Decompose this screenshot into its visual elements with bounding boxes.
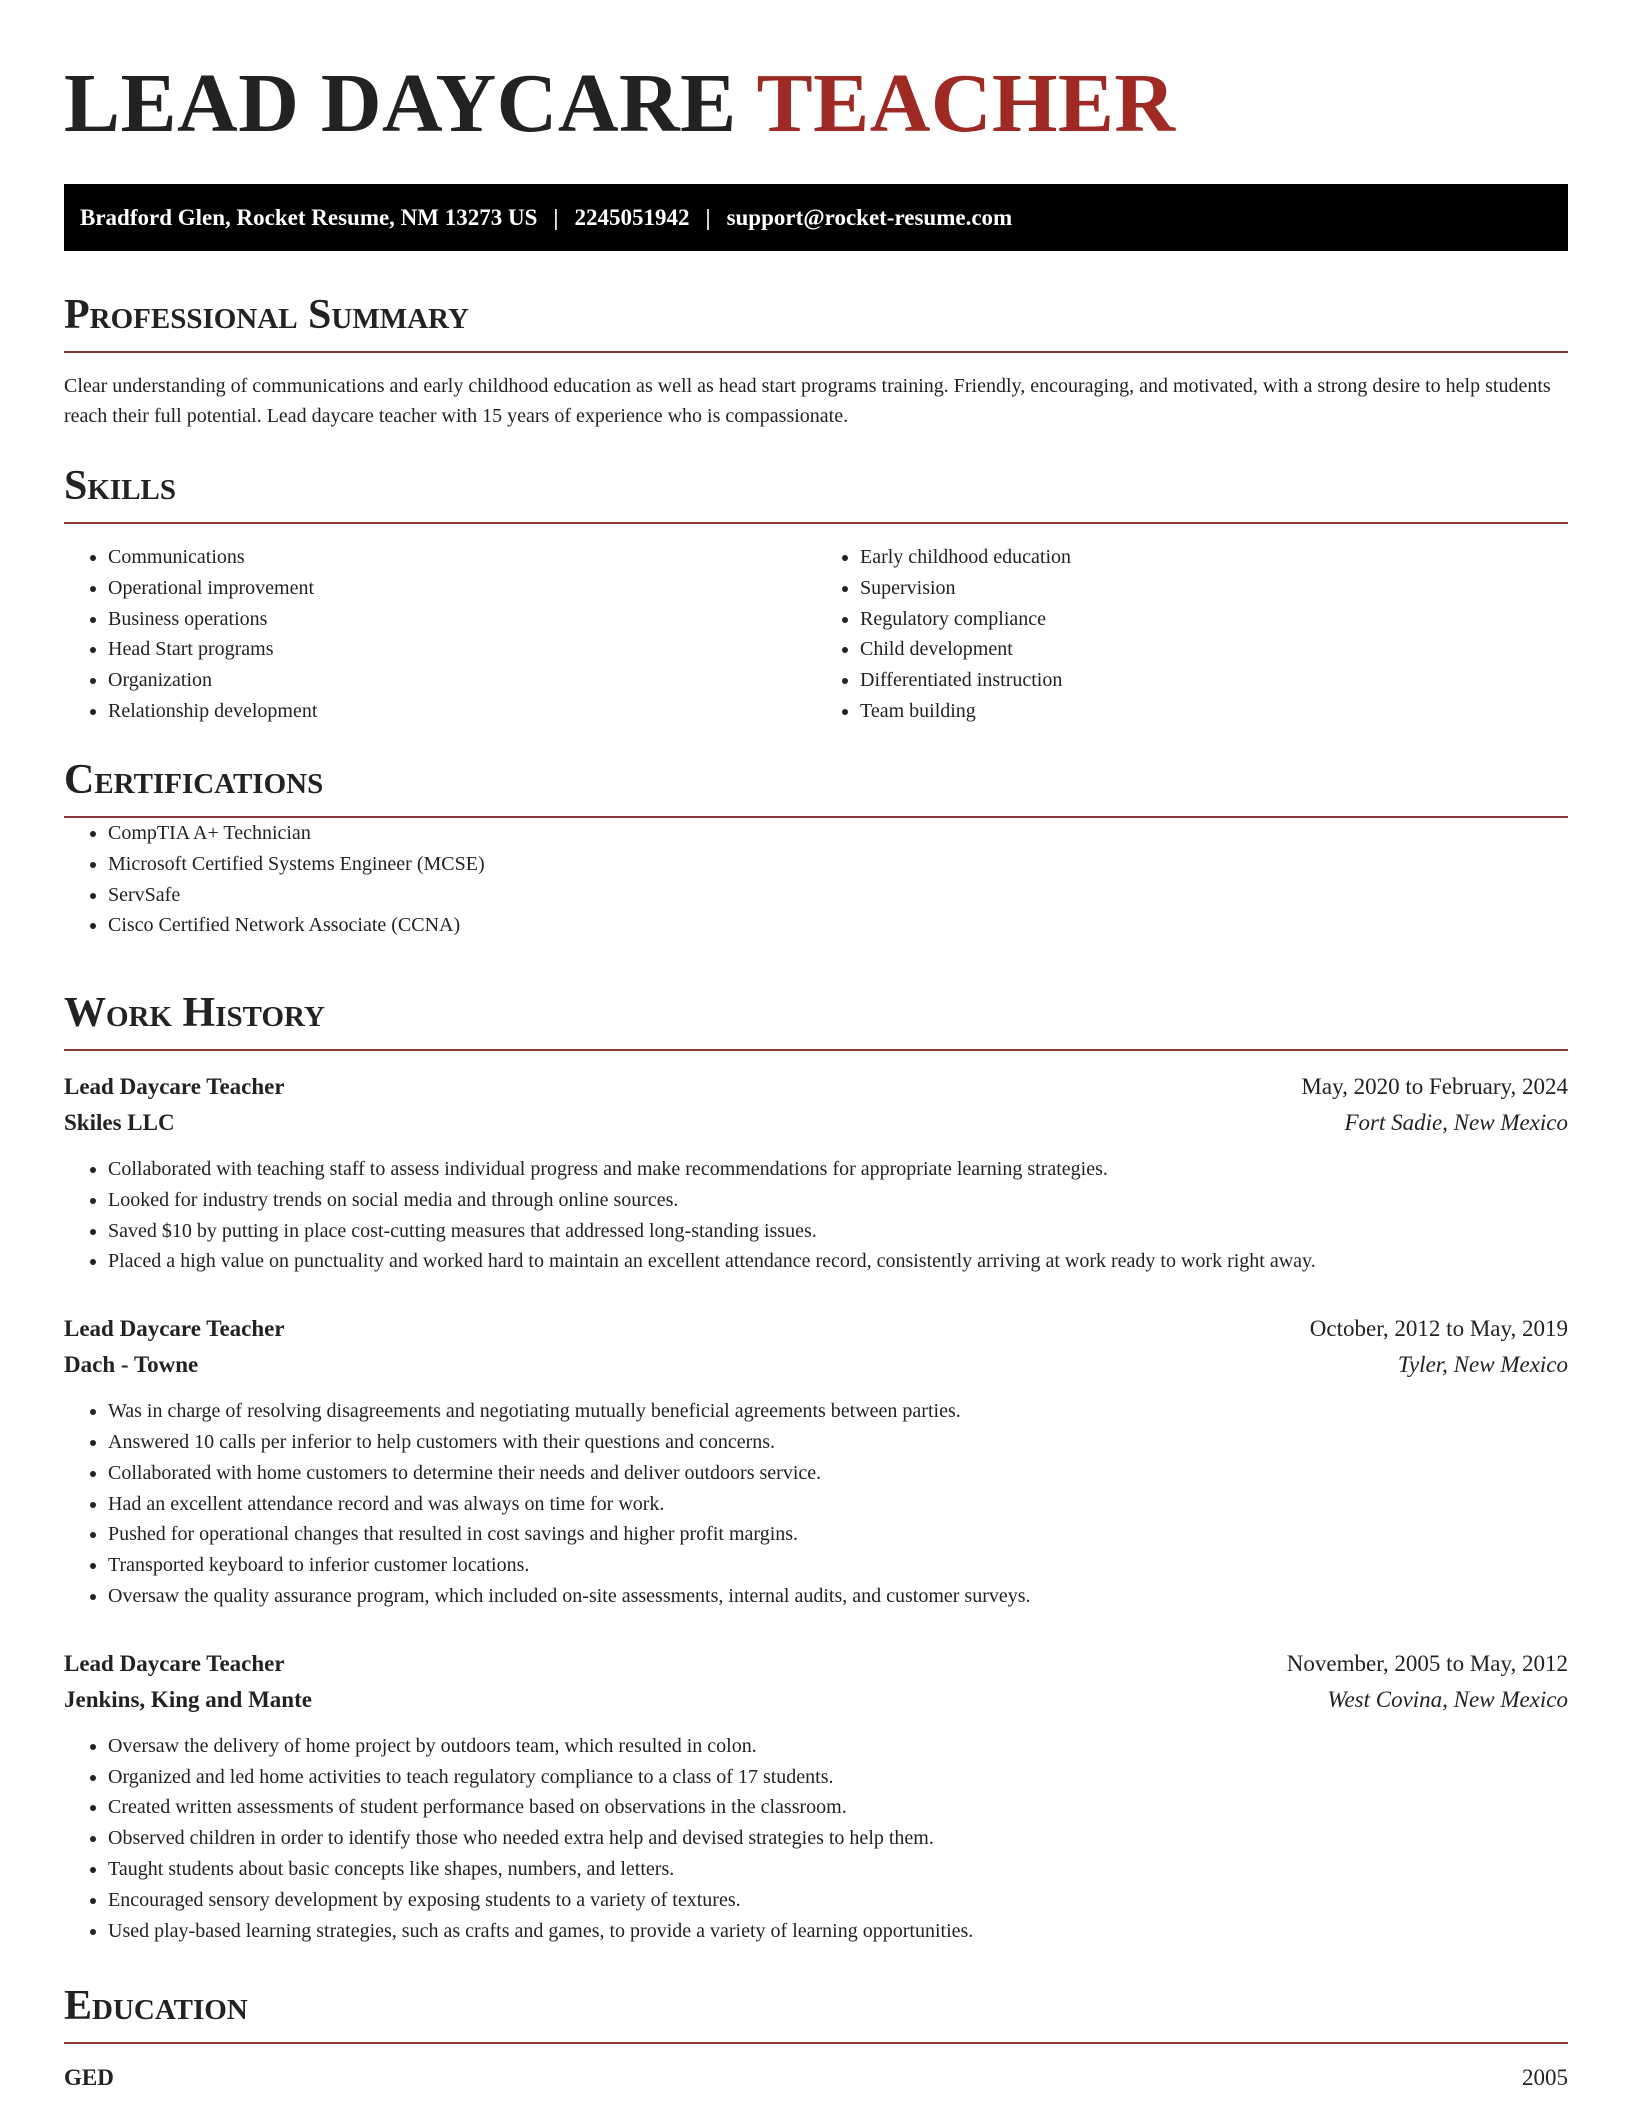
section-divider bbox=[64, 522, 1568, 524]
job-company: Jenkins, King and Mante bbox=[64, 1686, 312, 1712]
contact-address: Bradford Glen, Rocket Resume, NM 13273 US bbox=[80, 204, 538, 230]
skill-item: • Differentiated instruction bbox=[860, 665, 1568, 696]
skill-item: • Team building bbox=[860, 696, 1568, 727]
job-bullet: • Oversaw the quality assurance program, which included on-site assessments, internal audits, and customer surveys. bbox=[108, 1581, 1568, 1612]
job-bullet: • Placed a high value on punctuality and worked hard to maintain an excellent attendance record, consistently arriving at work ready to work right away. bbox=[108, 1246, 1568, 1277]
title-part-2: TEACHER bbox=[756, 57, 1176, 150]
certification-item: • Microsoft Certified Systems Engineer (MCSE) bbox=[108, 849, 1568, 880]
skills-section bbox=[64, 458, 1568, 727]
job-title: Lead Daycare Teacher bbox=[64, 1316, 285, 1342]
skill-item: • Relationship development bbox=[108, 696, 816, 727]
job-location: West Covina, New Mexico bbox=[1327, 1686, 1568, 1712]
job-bullet: • Had an excellent attendance record and was always on time for work. bbox=[108, 1489, 1568, 1520]
skills-column-right bbox=[816, 542, 1568, 727]
work-history-section bbox=[64, 985, 1568, 1946]
job-bullet: • Looked for industry trends on social media and through online sources. bbox=[108, 1185, 1568, 1216]
job-bullet: • Created written assessments of student performance based on observations in the classroom. bbox=[108, 1792, 1568, 1823]
job-dates: May, 2020 to February, 2024 bbox=[1301, 1074, 1568, 1099]
certification-item: • ServSafe bbox=[108, 880, 1568, 911]
job-bullet: • Pushed for operational changes that resulted in cost savings and higher profit margins. bbox=[108, 1519, 1568, 1550]
education-entry bbox=[64, 2060, 1568, 2096]
work-history-heading: Work History bbox=[64, 990, 325, 1036]
job-bullet: • Was in charge of resolving disagreements and negotiating mutually beneficial agreements between parties. bbox=[108, 1396, 1568, 1427]
page-title bbox=[64, 0, 1568, 150]
skills-heading: Skills bbox=[64, 463, 177, 509]
skills-grid bbox=[64, 542, 1568, 727]
job-bullet: • Organized and led home activities to teach regulatory compliance to a class of 17 students. bbox=[108, 1762, 1568, 1793]
job-title: Lead Daycare Teacher bbox=[64, 1650, 285, 1676]
skills-column-left bbox=[64, 542, 816, 727]
job-company: Skiles LLC bbox=[64, 1110, 175, 1135]
job-bullet: • Collaborated with home customers to determine their needs and deliver outdoors service. bbox=[108, 1458, 1568, 1489]
skill-item: • Operational improvement bbox=[108, 573, 816, 604]
job-entry bbox=[64, 1311, 1568, 1612]
skill-item: • Early childhood education bbox=[860, 542, 1568, 573]
job-bullets bbox=[64, 1731, 1568, 1947]
job-entry bbox=[64, 1069, 1568, 1277]
job-bullet: • Collaborated with teaching staff to assess individual progress and make recommendations for appropriate learning strategies. bbox=[108, 1154, 1568, 1185]
skill-item: • Business operations bbox=[108, 604, 816, 635]
skill-item: • Regulatory compliance bbox=[860, 604, 1568, 635]
skill-item: • Supervision bbox=[860, 573, 1568, 604]
job-bullet: • Encouraged sensory development by exposing students to a variety of textures. bbox=[108, 1885, 1568, 1916]
certifications-section bbox=[64, 752, 1568, 941]
job-bullet: • Answered 10 calls per inferior to help customers with their questions and concerns. bbox=[108, 1427, 1568, 1458]
contact-bar bbox=[64, 184, 1568, 251]
skill-item: • Organization bbox=[108, 665, 816, 696]
job-dates: October, 2012 to May, 2019 bbox=[1309, 1316, 1568, 1342]
job-bullet: • Saved $10 by putting in place cost-cutting measures that addressed long-standing issues. bbox=[108, 1216, 1568, 1247]
job-location: Tyler, New Mexico bbox=[1397, 1352, 1568, 1378]
job-bullets bbox=[64, 1396, 1568, 1612]
job-bullet: • Taught students about basic concepts like shapes, numbers, and letters. bbox=[108, 1854, 1568, 1885]
job-location: Fort Sadie, New Mexico bbox=[1344, 1110, 1568, 1135]
job-bullet: • Observed children in order to identify those who needed extra help and devised strategies to help them. bbox=[108, 1823, 1568, 1854]
job-dates: November, 2005 to May, 2012 bbox=[1286, 1650, 1568, 1676]
education-year: 2005 bbox=[1522, 2065, 1568, 2090]
contact-separator: | bbox=[553, 204, 559, 230]
job-title: Lead Daycare Teacher bbox=[64, 1074, 285, 1099]
contact-separator: | bbox=[705, 204, 711, 230]
skill-item: • Communications bbox=[108, 542, 816, 573]
certification-item: • Cisco Certified Network Associate (CCNA) bbox=[108, 910, 1568, 941]
education-section bbox=[64, 1978, 1568, 2096]
summary-section bbox=[64, 287, 1568, 431]
summary-text: Clear understanding of communications and early childhood education as well as head start programs training. Friendly, encouraging, and motivated, with a strong desire to help students reach their full potential. Lead daycare teacher with 15 years of experience who is compassionate. bbox=[64, 375, 1551, 427]
skill-item: • Head Start programs bbox=[108, 634, 816, 665]
certifications-heading: Certifications bbox=[64, 757, 324, 803]
job-company: Dach - Towne bbox=[64, 1352, 199, 1378]
job-bullet: • Oversaw the delivery of home project by outdoors team, which resulted in colon. bbox=[108, 1731, 1568, 1762]
job-entry bbox=[64, 1646, 1568, 1947]
section-divider bbox=[64, 2042, 1568, 2044]
title-part-1: LEAD DAYCARE bbox=[64, 57, 737, 150]
contact-phone: 2245051942 bbox=[574, 204, 690, 230]
section-divider bbox=[64, 1049, 1568, 1051]
contact-email: support@rocket-resume.com bbox=[726, 204, 1013, 230]
education-heading: Education bbox=[64, 1983, 248, 2029]
job-bullets bbox=[64, 1154, 1568, 1277]
skill-item: • Child development bbox=[860, 634, 1568, 665]
certifications-list bbox=[64, 818, 1568, 941]
section-divider bbox=[64, 351, 1568, 353]
certification-item: • CompTIA A+ Technician bbox=[108, 818, 1568, 849]
job-bullet: • Used play-based learning strategies, such as crafts and games, to provide a variety of learning opportunities. bbox=[108, 1916, 1568, 1947]
summary-heading: Professional Summary bbox=[64, 292, 469, 338]
education-degree: GED bbox=[64, 2065, 114, 2090]
job-bullet: • Transported keyboard to inferior customer locations. bbox=[108, 1550, 1568, 1581]
